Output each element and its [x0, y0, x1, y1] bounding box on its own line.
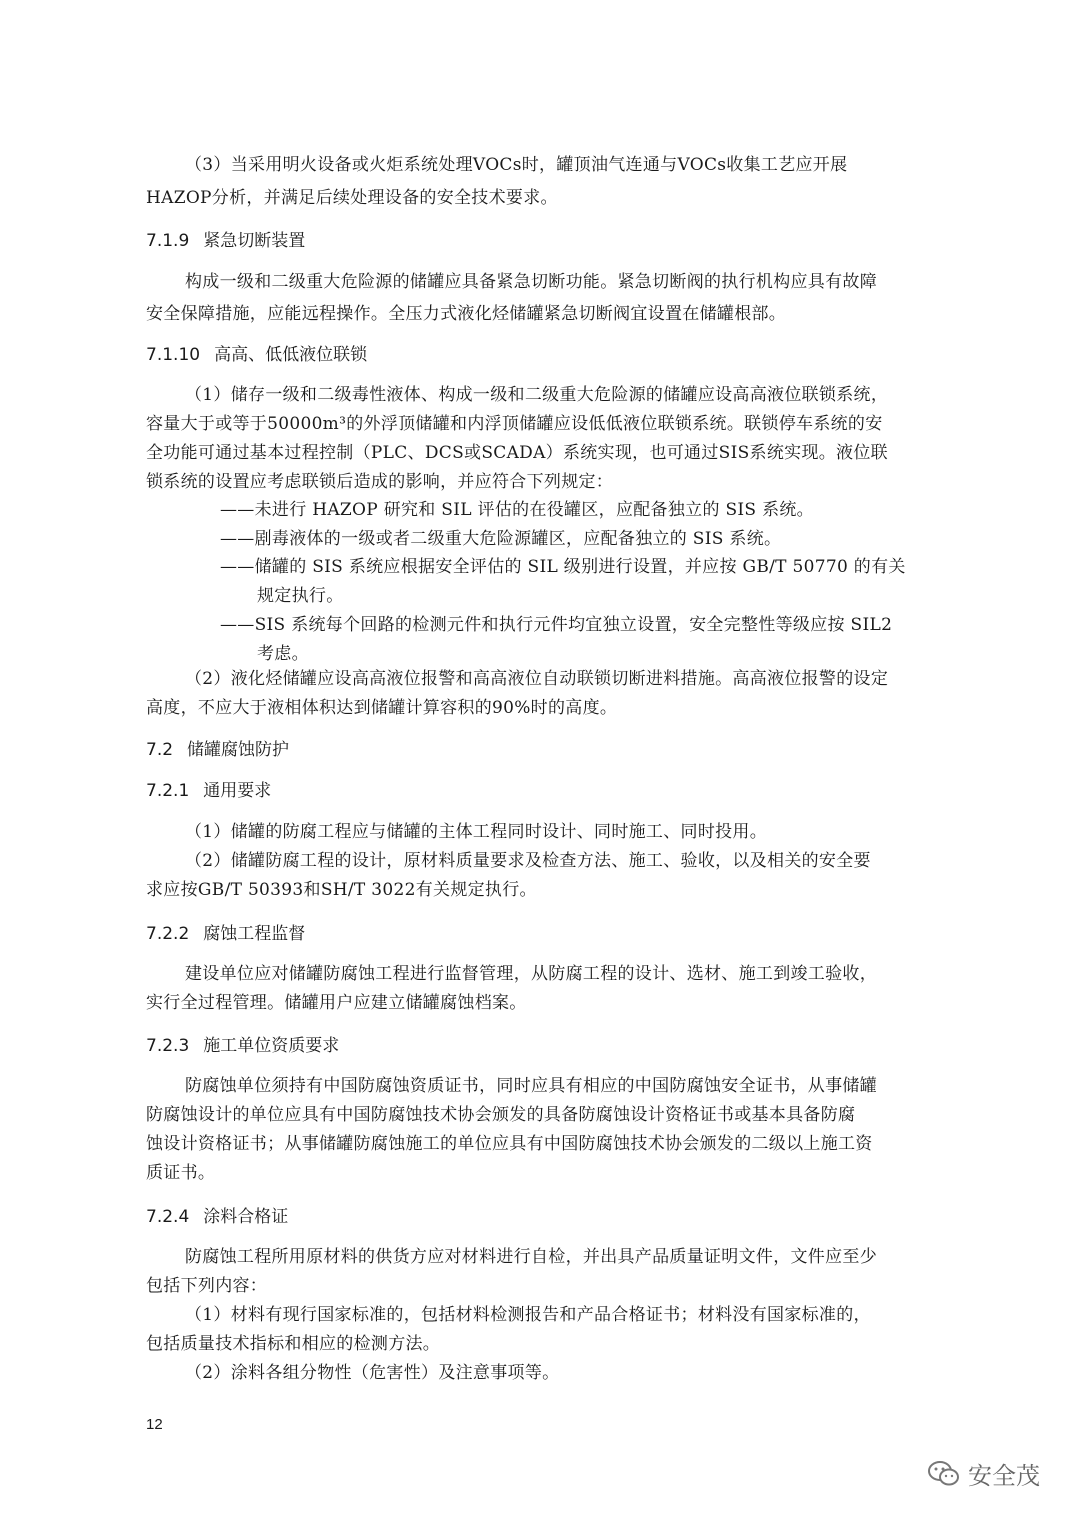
paragraph-line: 包括下列内容： [146, 1276, 268, 1296]
section-title: 储罐腐蚀防护 [187, 740, 290, 760]
section-heading [146, 922, 305, 946]
page-number: 12 [146, 1416, 163, 1433]
paragraph-line: （1）储罐的防腐工程应与储罐的主体工程同时设计、同时施工、同时投用。 [185, 822, 768, 842]
paragraph-line: 防腐蚀工程所用原材料的供货方应对材料进行自检，并出具产品质量证明文件，文件应至少 [185, 1247, 877, 1267]
paragraph-line: 求应按GB/T 50393和SH/T 3022有关规定执行。 [146, 880, 537, 900]
paragraph-line: （1）材料有现行国家标准的，包括材料检测报告和产品合格证书；材料没有国家标准的， [185, 1305, 871, 1325]
paragraph-line: 建设单位应对储罐防腐蚀工程进行监督管理，从防腐工程的设计、选材、施工到竣工验收， [185, 964, 877, 984]
section-heading [146, 1205, 288, 1229]
paragraph-line: 构成一级和二级重大危险源的储罐应具备紧急切断功能。紧急切断阀的执行机构应具有故障 [185, 272, 877, 292]
paragraph-line: 蚀设计资格证书；从事储罐防腐蚀施工的单位应具有中国防腐蚀技术协会颁发的二级以上施工资 [146, 1134, 873, 1154]
section-number: 7.2.3 [146, 1036, 190, 1056]
section-number: 7.2.1 [146, 781, 190, 801]
paragraph-line: 考虑。 [257, 644, 309, 664]
paragraph-line: ——未进行 HAZOP 研究和 SIL 评估的在役罐区，应配备独立的 SIS 系统。 [220, 500, 814, 520]
paragraph-line: 安全保障措施，应能远程操作。全压力式液化烃储罐紧急切断阀宜设置在储罐根部。 [146, 304, 787, 324]
section-title: 腐蚀工程监督 [203, 924, 306, 944]
paragraph-line: （2）储罐防腐工程的设计，原材料质量要求及检查方法、施工、验收，以及相关的安全要 [185, 851, 871, 871]
paragraph-line: 实行全过程管理。储罐用户应建立储罐腐蚀档案。 [146, 993, 527, 1013]
section-title: 高高、低低液位联锁 [214, 345, 368, 365]
section-heading [146, 343, 367, 367]
paragraph-line: 包括质量技术指标和相应的检测方法。 [146, 1334, 441, 1354]
section-number: 7.2.4 [146, 1207, 190, 1227]
watermark-text: 安全茂 [968, 1462, 1040, 1490]
section-title: 涂料合格证 [203, 1207, 289, 1227]
paragraph-line: ——储罐的 SIS 系统应根据安全评估的 SIL 级别进行设置，并应按 GB/T 50770 的有关 [220, 557, 906, 577]
wechat-icon [928, 1461, 960, 1487]
paragraph-line: HAZOP分析，并满足后续处理设备的安全技术要求。 [146, 188, 558, 208]
paragraph-line: 锁系统的设置应考虑联锁后造成的影响，并应符合下列规定： [146, 472, 614, 492]
section-heading [146, 229, 305, 253]
section-heading [146, 1034, 339, 1058]
paragraph-line: 全功能可通过基本过程控制（PLC、DCS或SCADA）系统实现，也可通过SIS系统实现。液位联 [146, 443, 888, 463]
section-number: 7.2.2 [146, 924, 190, 944]
paragraph-line: 防腐蚀单位须持有中国防腐蚀资质证书，同时应具有相应的中国防腐蚀安全证书，从事储罐 [185, 1076, 877, 1096]
paragraph-line: 质证书。 [146, 1163, 216, 1183]
section-heading [146, 779, 271, 803]
section-number: 7.2 [146, 740, 174, 760]
paragraph-line: ——SIS 系统每个回路的检测元件和执行元件均宜独立设置，安全完整性等级应按 SIL2 [220, 615, 893, 635]
paragraph-line: ——剧毒液体的一级或者二级重大危险源罐区，应配备独立的 SIS 系统。 [220, 529, 782, 549]
section-number: 7.1.9 [146, 231, 190, 251]
paragraph-line: （3）当采用明火设备或火炬系统处理VOCs时，罐顶油气连通与VOCs收集工艺应开展 [185, 155, 848, 175]
section-heading [146, 738, 289, 762]
section-number: 7.1.10 [146, 345, 201, 365]
paragraph-line: （1）储存一级和二级毒性液体、构成一级和二级重大危险源的储罐应设高高液位联锁系统， [185, 385, 889, 405]
watermark [928, 1456, 1040, 1491]
paragraph-line: 高度，不应大于液相体积达到储罐计算容积的90%时的高度。 [146, 698, 618, 718]
section-title: 施工单位资质要求 [203, 1036, 340, 1056]
paragraph-line: 容量大于或等于50000m³的外浮顶储罐和内浮顶储罐应设低低液位联锁系统。联锁停车系统的安 [146, 414, 883, 434]
paragraph-line: （2）液化烃储罐应设高高液位报警和高高液位自动联锁切断进料措施。高高液位报警的设定 [185, 669, 889, 689]
paragraph-line: （2）涂料各组分物性（危害性）及注意事项等。 [185, 1363, 560, 1383]
paragraph-line: 规定执行。 [257, 586, 344, 606]
section-title: 通用要求 [203, 781, 272, 801]
section-title: 紧急切断装置 [203, 231, 306, 251]
paragraph-line: 防腐蚀设计的单位应具有中国防腐蚀技术协会颁发的具备防腐蚀设计资格证书或基本具备防腐 [146, 1105, 856, 1125]
